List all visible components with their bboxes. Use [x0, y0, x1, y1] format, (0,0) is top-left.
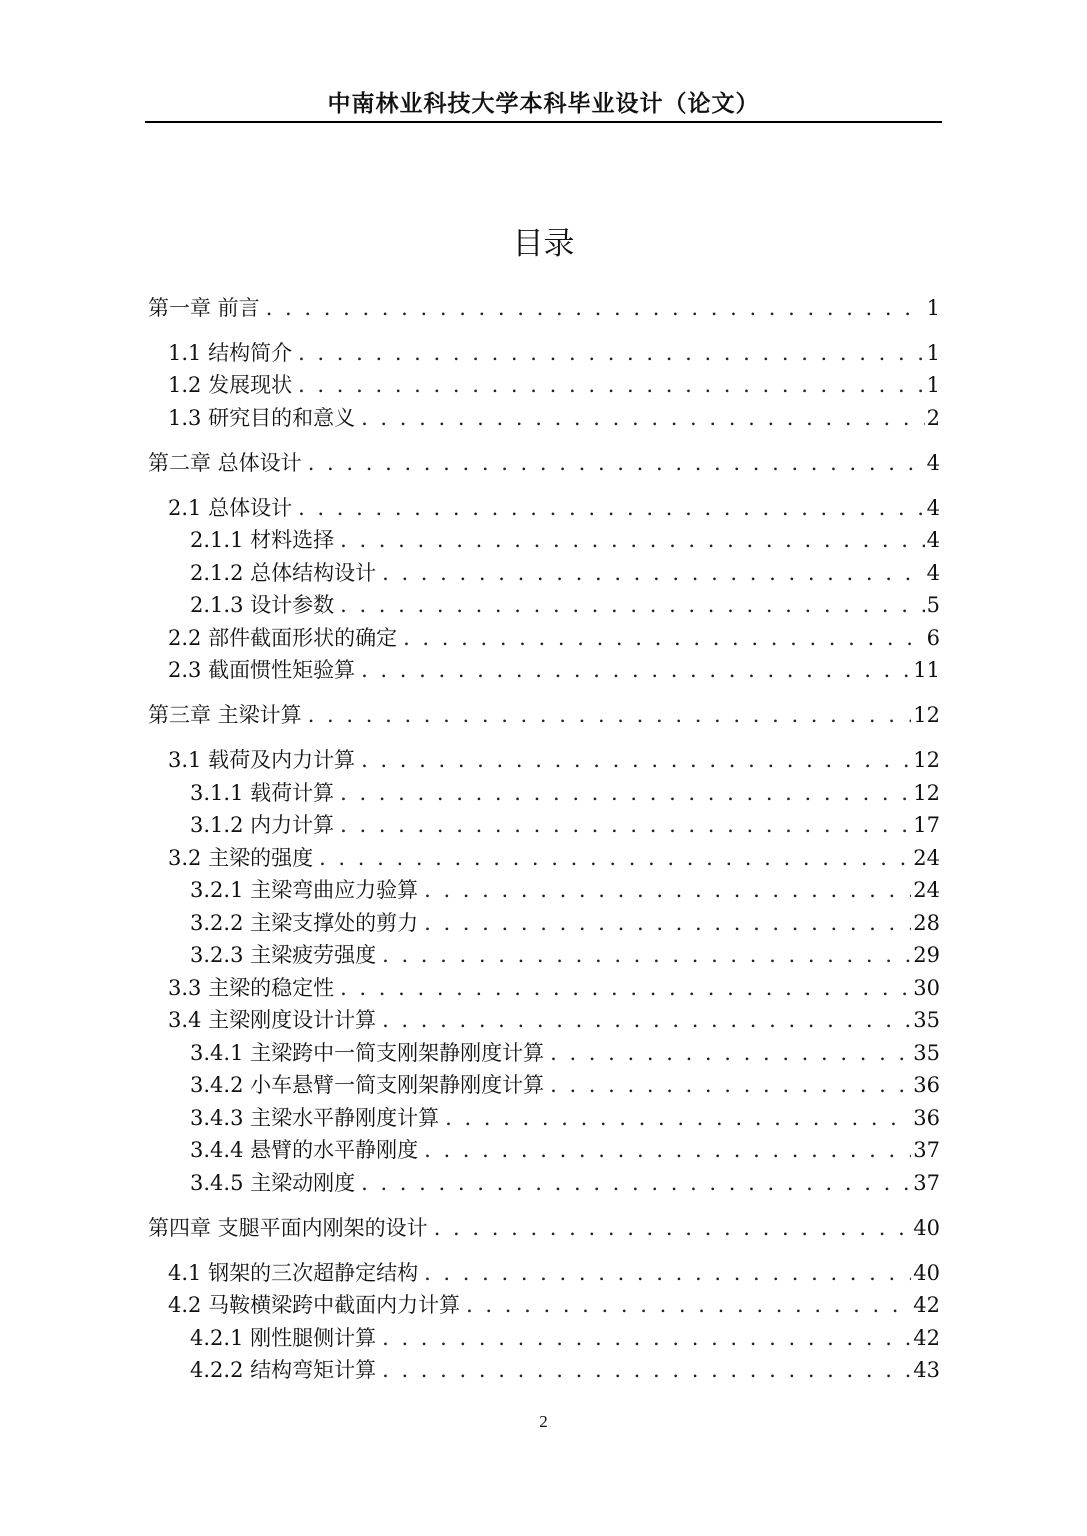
toc-entry-page: 1 [926, 373, 940, 397]
toc-leader-dots [340, 589, 925, 621]
toc-leader-dots [424, 907, 911, 939]
toc-entry-label: 3.4.3 主梁水平静刚度计算 [190, 1106, 440, 1130]
toc-entry-label: 1.1 结构简介 [168, 341, 293, 365]
header-rule [145, 121, 942, 123]
toc-entry-label: 4.2.1 刚性腿侧计算 [190, 1326, 377, 1350]
toc-entry-label: 3.1.2 内力计算 [190, 813, 335, 837]
toc-entry[interactable] [190, 589, 940, 621]
toc-leader-dots [424, 1257, 911, 1289]
toc-entry-label: 4.1 钢架的三次超静定结构 [168, 1261, 419, 1285]
toc-entry-label: 3.4.4 悬臂的水平静刚度 [190, 1138, 419, 1162]
toc-entry-label: 3.2 主梁的强度 [168, 846, 314, 870]
toc-leader-dots [340, 972, 911, 1004]
toc-entry[interactable] [168, 744, 940, 776]
toc-entry-label: 4.2 马鞍横梁跨中截面内力计算 [168, 1293, 461, 1317]
toc-leader-dots [361, 744, 911, 776]
toc-entry-page: 12 [913, 703, 940, 727]
toc-leader-dots [298, 369, 925, 401]
toc-title: 目录 [512, 226, 575, 262]
toc-entry[interactable] [168, 1257, 940, 1289]
toc-leader-dots [361, 1167, 911, 1199]
toc-entry-label: 2.3 截面惯性矩验算 [168, 658, 356, 682]
toc-entry-label: 3.1 载荷及内力计算 [168, 748, 356, 772]
toc-entry[interactable] [190, 939, 940, 971]
toc-entry-label: 3.4.5 主梁动刚度 [190, 1171, 356, 1195]
toc-entry-label: 1.3 研究目的和意义 [168, 406, 356, 430]
toc-leader-dots [298, 337, 925, 369]
toc-entry[interactable] [190, 1322, 940, 1354]
toc-entry-label: 2.1.3 设计参数 [190, 593, 335, 617]
toc-entry[interactable] [168, 369, 940, 401]
toc-entry-page: 43 [913, 1358, 940, 1382]
toc-leader-dots [340, 809, 911, 841]
toc-entry-page: 1 [926, 296, 940, 320]
toc-entry-label: 2.2 部件截面形状的确定 [168, 626, 398, 650]
toc-entry-page: 4 [926, 561, 940, 585]
toc-entry[interactable] [168, 337, 940, 369]
toc-leader-dots [382, 1354, 911, 1386]
toc-entry-label: 第四章 支腿平面内刚架的设计 [148, 1216, 428, 1240]
toc-entry-label: 第二章 总体设计 [148, 451, 302, 475]
toc-entry-label: 3.2.2 主梁支撑处的剪力 [190, 911, 419, 935]
toc-entry[interactable] [168, 654, 940, 686]
toc-leader-dots [445, 1102, 911, 1134]
toc-leader-dots [382, 1004, 911, 1036]
toc-entry[interactable] [148, 699, 940, 731]
toc-entry-page: 4 [926, 451, 940, 475]
toc-entry-page: 30 [913, 976, 940, 1000]
toc-entry-page: 5 [926, 593, 940, 617]
toc-entry-label: 3.2.1 主梁弯曲应力验算 [190, 878, 419, 902]
toc-entry-page: 24 [913, 846, 940, 870]
toc-leader-dots [550, 1037, 911, 1069]
toc-entry-label: 3.1.1 载荷计算 [190, 781, 335, 805]
toc-entry-label: 4.2.2 结构弯矩计算 [190, 1358, 377, 1382]
toc-leader-dots [319, 842, 911, 874]
toc-entry-page: 4 [926, 496, 940, 520]
toc-entry[interactable] [168, 842, 940, 874]
toc-entry[interactable] [190, 874, 940, 906]
toc-leader-dots [403, 622, 925, 654]
toc-entry-page: 36 [913, 1106, 940, 1130]
toc-leader-dots [424, 1134, 911, 1166]
toc-entry-label: 3.4 主梁刚度设计计算 [168, 1008, 377, 1032]
toc-entry-page: 40 [913, 1216, 940, 1240]
toc-entry-page: 29 [913, 943, 940, 967]
toc-leader-dots [266, 292, 925, 324]
toc-entry[interactable] [190, 809, 940, 841]
toc-entry-label: 3.4.1 主梁跨中一简支刚架静刚度计算 [190, 1041, 545, 1065]
toc-entry[interactable] [190, 524, 940, 556]
toc-leader-dots [424, 874, 911, 906]
toc-entry[interactable] [148, 447, 940, 479]
toc-entry-page: 4 [926, 528, 940, 552]
toc-entry[interactable] [190, 1134, 940, 1166]
toc-entry[interactable] [190, 1037, 940, 1069]
toc-leader-dots [550, 1069, 911, 1101]
toc-entry-page: 35 [913, 1008, 940, 1032]
toc-entry[interactable] [148, 1212, 940, 1244]
toc-leader-dots [361, 402, 925, 434]
toc-entry-page: 42 [913, 1326, 940, 1350]
toc-entry-page: 12 [913, 748, 940, 772]
toc-leader-dots [382, 1322, 911, 1354]
toc-leader-dots [361, 654, 911, 686]
toc-entry-page: 36 [913, 1073, 940, 1097]
toc-leader-dots [340, 777, 911, 809]
toc-entry-page: 1 [926, 341, 940, 365]
toc-entry[interactable] [168, 402, 940, 434]
toc-entry-page: 37 [913, 1171, 940, 1195]
toc-entry[interactable] [190, 1167, 940, 1199]
running-header: 中南林业科技大学本科毕业设计（论文） [327, 91, 760, 117]
toc-entry-label: 2.1.1 材料选择 [190, 528, 335, 552]
toc-entry-label: 3.4.2 小车悬臂一简支刚架静刚度计算 [190, 1073, 545, 1097]
toc-entry[interactable] [190, 557, 940, 589]
toc-entry[interactable] [148, 292, 940, 324]
toc-entry-label: 第三章 主梁计算 [148, 703, 302, 727]
toc-entry[interactable] [190, 777, 940, 809]
toc-entry-page: 12 [913, 781, 940, 805]
toc-entry-page: 37 [913, 1138, 940, 1162]
toc-entry[interactable] [168, 1004, 940, 1036]
toc-entry-label: 1.2 发展现状 [168, 373, 293, 397]
toc-entry[interactable] [190, 1102, 940, 1134]
toc-entry-page: 6 [926, 626, 940, 650]
toc-entry-page: 2 [926, 406, 940, 430]
page-number: 2 [539, 1412, 548, 1431]
toc-entry-page: 24 [913, 878, 940, 902]
toc-leader-dots [308, 699, 912, 731]
toc-entry-label: 2.1 总体设计 [168, 496, 293, 520]
toc-entry-page: 17 [913, 813, 940, 837]
toc-entry[interactable] [168, 972, 940, 1004]
toc-entry[interactable] [190, 907, 940, 939]
toc-leader-dots [340, 524, 925, 556]
toc-entry-page: 42 [913, 1293, 940, 1317]
toc-entry[interactable] [190, 1069, 940, 1101]
toc-entry-label: 3.3 主梁的稳定性 [168, 976, 335, 1000]
toc-entry[interactable] [168, 622, 940, 654]
toc-leader-dots [434, 1212, 912, 1244]
toc-entry-page: 35 [913, 1041, 940, 1065]
toc-entry-label: 3.2.3 主梁疲劳强度 [190, 943, 377, 967]
toc-leader-dots [382, 939, 911, 971]
toc-leader-dots [382, 557, 925, 589]
toc-entry-page: 40 [913, 1261, 940, 1285]
toc-entry-page: 11 [913, 658, 940, 682]
toc-entry-label: 2.1.2 总体结构设计 [190, 561, 377, 585]
toc-entry[interactable] [190, 1354, 940, 1386]
toc-leader-dots [466, 1289, 911, 1321]
toc-entry[interactable] [168, 1289, 940, 1321]
toc-leader-dots [298, 492, 925, 524]
toc-leader-dots [308, 447, 925, 479]
toc-entry-label: 第一章 前言 [148, 296, 260, 320]
toc-entry-page: 28 [913, 911, 940, 935]
toc-entry[interactable] [168, 492, 940, 524]
